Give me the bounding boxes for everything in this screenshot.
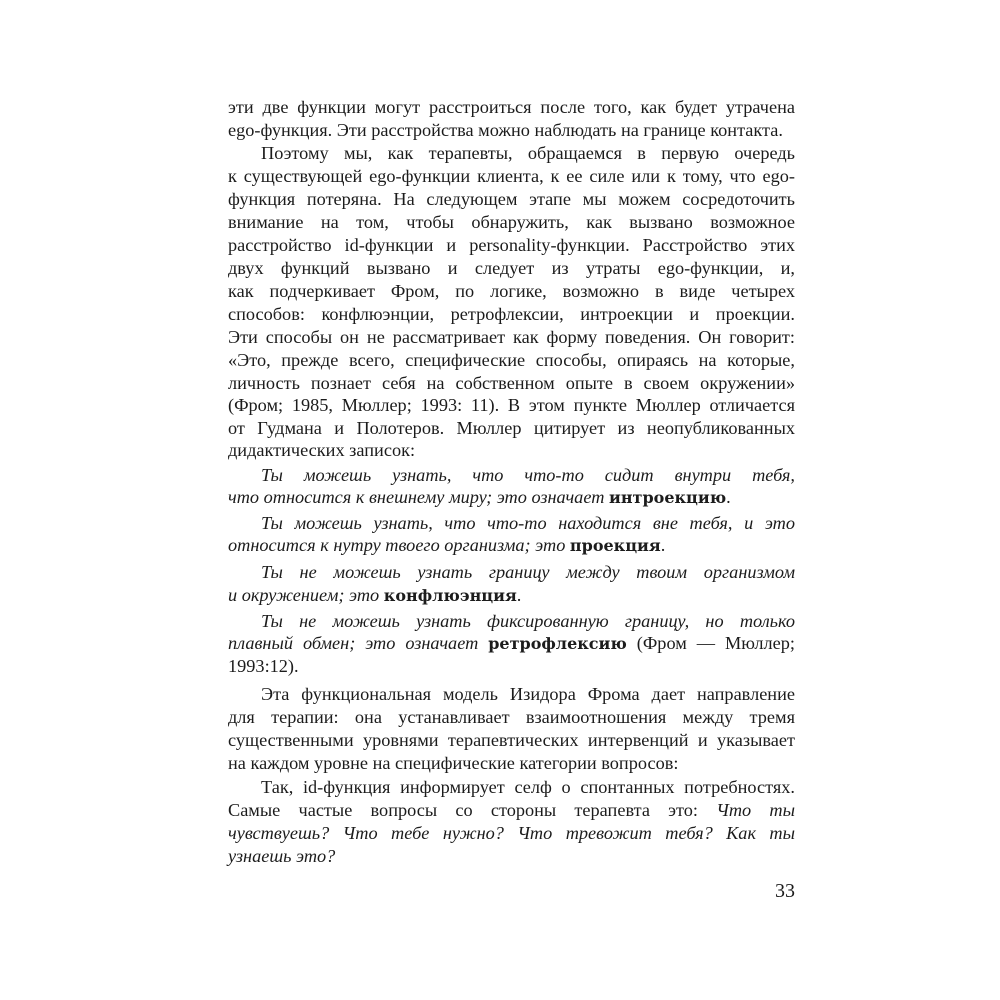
- italic-text: Ты не можешь узнать фиксированную границу, но только: [261, 611, 795, 631]
- text-line: [228, 372, 795, 395]
- text-segment: «Это, прежде всего, специфические способы, опираясь на которые,: [228, 350, 795, 370]
- text-line: [228, 439, 795, 462]
- text-line: [228, 394, 795, 417]
- text-segment: .: [516, 585, 522, 605]
- italic-text: относится к нутру твоего организма; это: [228, 535, 570, 555]
- page-number: 33: [775, 880, 795, 902]
- text-line: [228, 706, 795, 729]
- text-segment: Эта функциональная модель Изидора Фрома дает направление: [261, 684, 795, 704]
- text-line: [228, 96, 795, 119]
- bold-term: конфлюэнция: [383, 586, 517, 605]
- text-line: [228, 512, 795, 535]
- italic-text: Что ты: [716, 800, 796, 820]
- text-segment: к существующей ego-функции клиента, к ее силе или к тому, что ego-: [228, 166, 795, 186]
- italic-text: что относится к внешнему миру; это означает: [228, 487, 609, 507]
- bold-term: интроекцию: [608, 488, 727, 507]
- italic-text: Ты можешь узнать, что что-то находится вне тебя, и это: [261, 513, 795, 533]
- text-line: [228, 534, 795, 557]
- text-line: [228, 845, 795, 868]
- text-line: [228, 326, 795, 349]
- italic-text: узнаешь это?: [228, 846, 336, 866]
- text-line: [228, 188, 795, 211]
- text-line: [228, 119, 795, 142]
- text-line: [228, 486, 795, 509]
- text-segment: ego-функция. Эти расстройства можно наблюдать на границе контакта.: [228, 120, 783, 140]
- text-line: [228, 729, 795, 752]
- text-line: [228, 752, 795, 775]
- text-segment: двух функций вызвано и следует из утраты ego-функции, и,: [228, 258, 795, 278]
- text-segment: Поэтому мы, как терапевты, обращаемся в первую очередь: [261, 143, 795, 163]
- text-segment: как подчеркивает Фром, по логике, возможно в виде четырех: [228, 281, 795, 301]
- text-line: [228, 561, 795, 584]
- text-line: [228, 142, 795, 165]
- text-segment: расстройство id-функции и personality-функции. Расстройство этих: [228, 235, 795, 255]
- text-line: [228, 257, 795, 280]
- text-line: [228, 280, 795, 303]
- text-line: [228, 234, 795, 257]
- text-segment: способов: конфлюэнции, ретрофлексии, интроекции и проекции.: [228, 304, 795, 324]
- text-segment: для терапии: она устанавливает взаимоотношения между тремя: [228, 707, 795, 727]
- text-segment: дидактических записок:: [228, 440, 416, 460]
- text-segment: Эти способы он не рассматривает как форму поведения. Он говорит:: [228, 327, 795, 347]
- text-segment: Самые частые вопросы со стороны терапевта это:: [228, 800, 717, 820]
- text-segment: личность познает себя на собственном опыте в своем окружении»: [228, 373, 795, 393]
- italic-text: Ты не можешь узнать границу между твоим организмом: [261, 562, 795, 582]
- text-line: [228, 632, 795, 655]
- text-line: [228, 683, 795, 706]
- text-segment: функция потеряна. На следующем этапе мы можем сосредоточить: [228, 189, 795, 209]
- bold-term: проекция: [569, 536, 661, 555]
- text-segment: внимание на том, чтобы обнаружить, как вызвано возможное: [228, 212, 795, 232]
- text-line: [228, 610, 795, 633]
- text-segment: существенными уровнями терапевтических интервенций и указывает: [228, 730, 795, 750]
- text-segment: (Фром — Мюллер;: [626, 633, 796, 653]
- bold-term: ретрофлексию: [488, 634, 627, 653]
- italic-text: Ты можешь узнать, что что-то сидит внутри тебя,: [261, 465, 795, 485]
- text-line: [228, 655, 795, 678]
- text-segment: 1993:12).: [228, 656, 299, 676]
- text-segment: эти две функции могут расстроиться после того, как будет утрачена: [228, 97, 795, 117]
- text-line: [228, 799, 795, 822]
- text-line: [228, 464, 795, 487]
- text-line: [228, 776, 795, 799]
- text-line: [228, 417, 795, 440]
- text-line: [228, 165, 795, 188]
- italic-text: плавный обмен; это означает: [228, 633, 489, 653]
- italic-text: и окружением; это: [228, 585, 384, 605]
- text-segment: (Фром; 1985, Мюллер; 1993: 11). В этом пункте Мюллер отличается: [228, 395, 795, 415]
- text-line: [228, 349, 795, 372]
- text-segment: .: [726, 487, 731, 507]
- text-line: [228, 822, 795, 845]
- text-segment: .: [660, 535, 666, 555]
- text-line: [228, 303, 795, 326]
- text-segment: на каждом уровне на специфические категории вопросов:: [228, 753, 679, 773]
- text-line: [228, 211, 795, 234]
- italic-text: чувствуешь? Что тебе нужно? Что тревожит тебя? Как ты: [228, 823, 795, 843]
- text-segment: от Гудмана и Полотеров. Мюллер цитирует из неопубликованных: [228, 418, 795, 438]
- text-line: [228, 584, 795, 607]
- text-segment: Так, id-функция информирует селф о спонтанных потребностях.: [261, 777, 795, 797]
